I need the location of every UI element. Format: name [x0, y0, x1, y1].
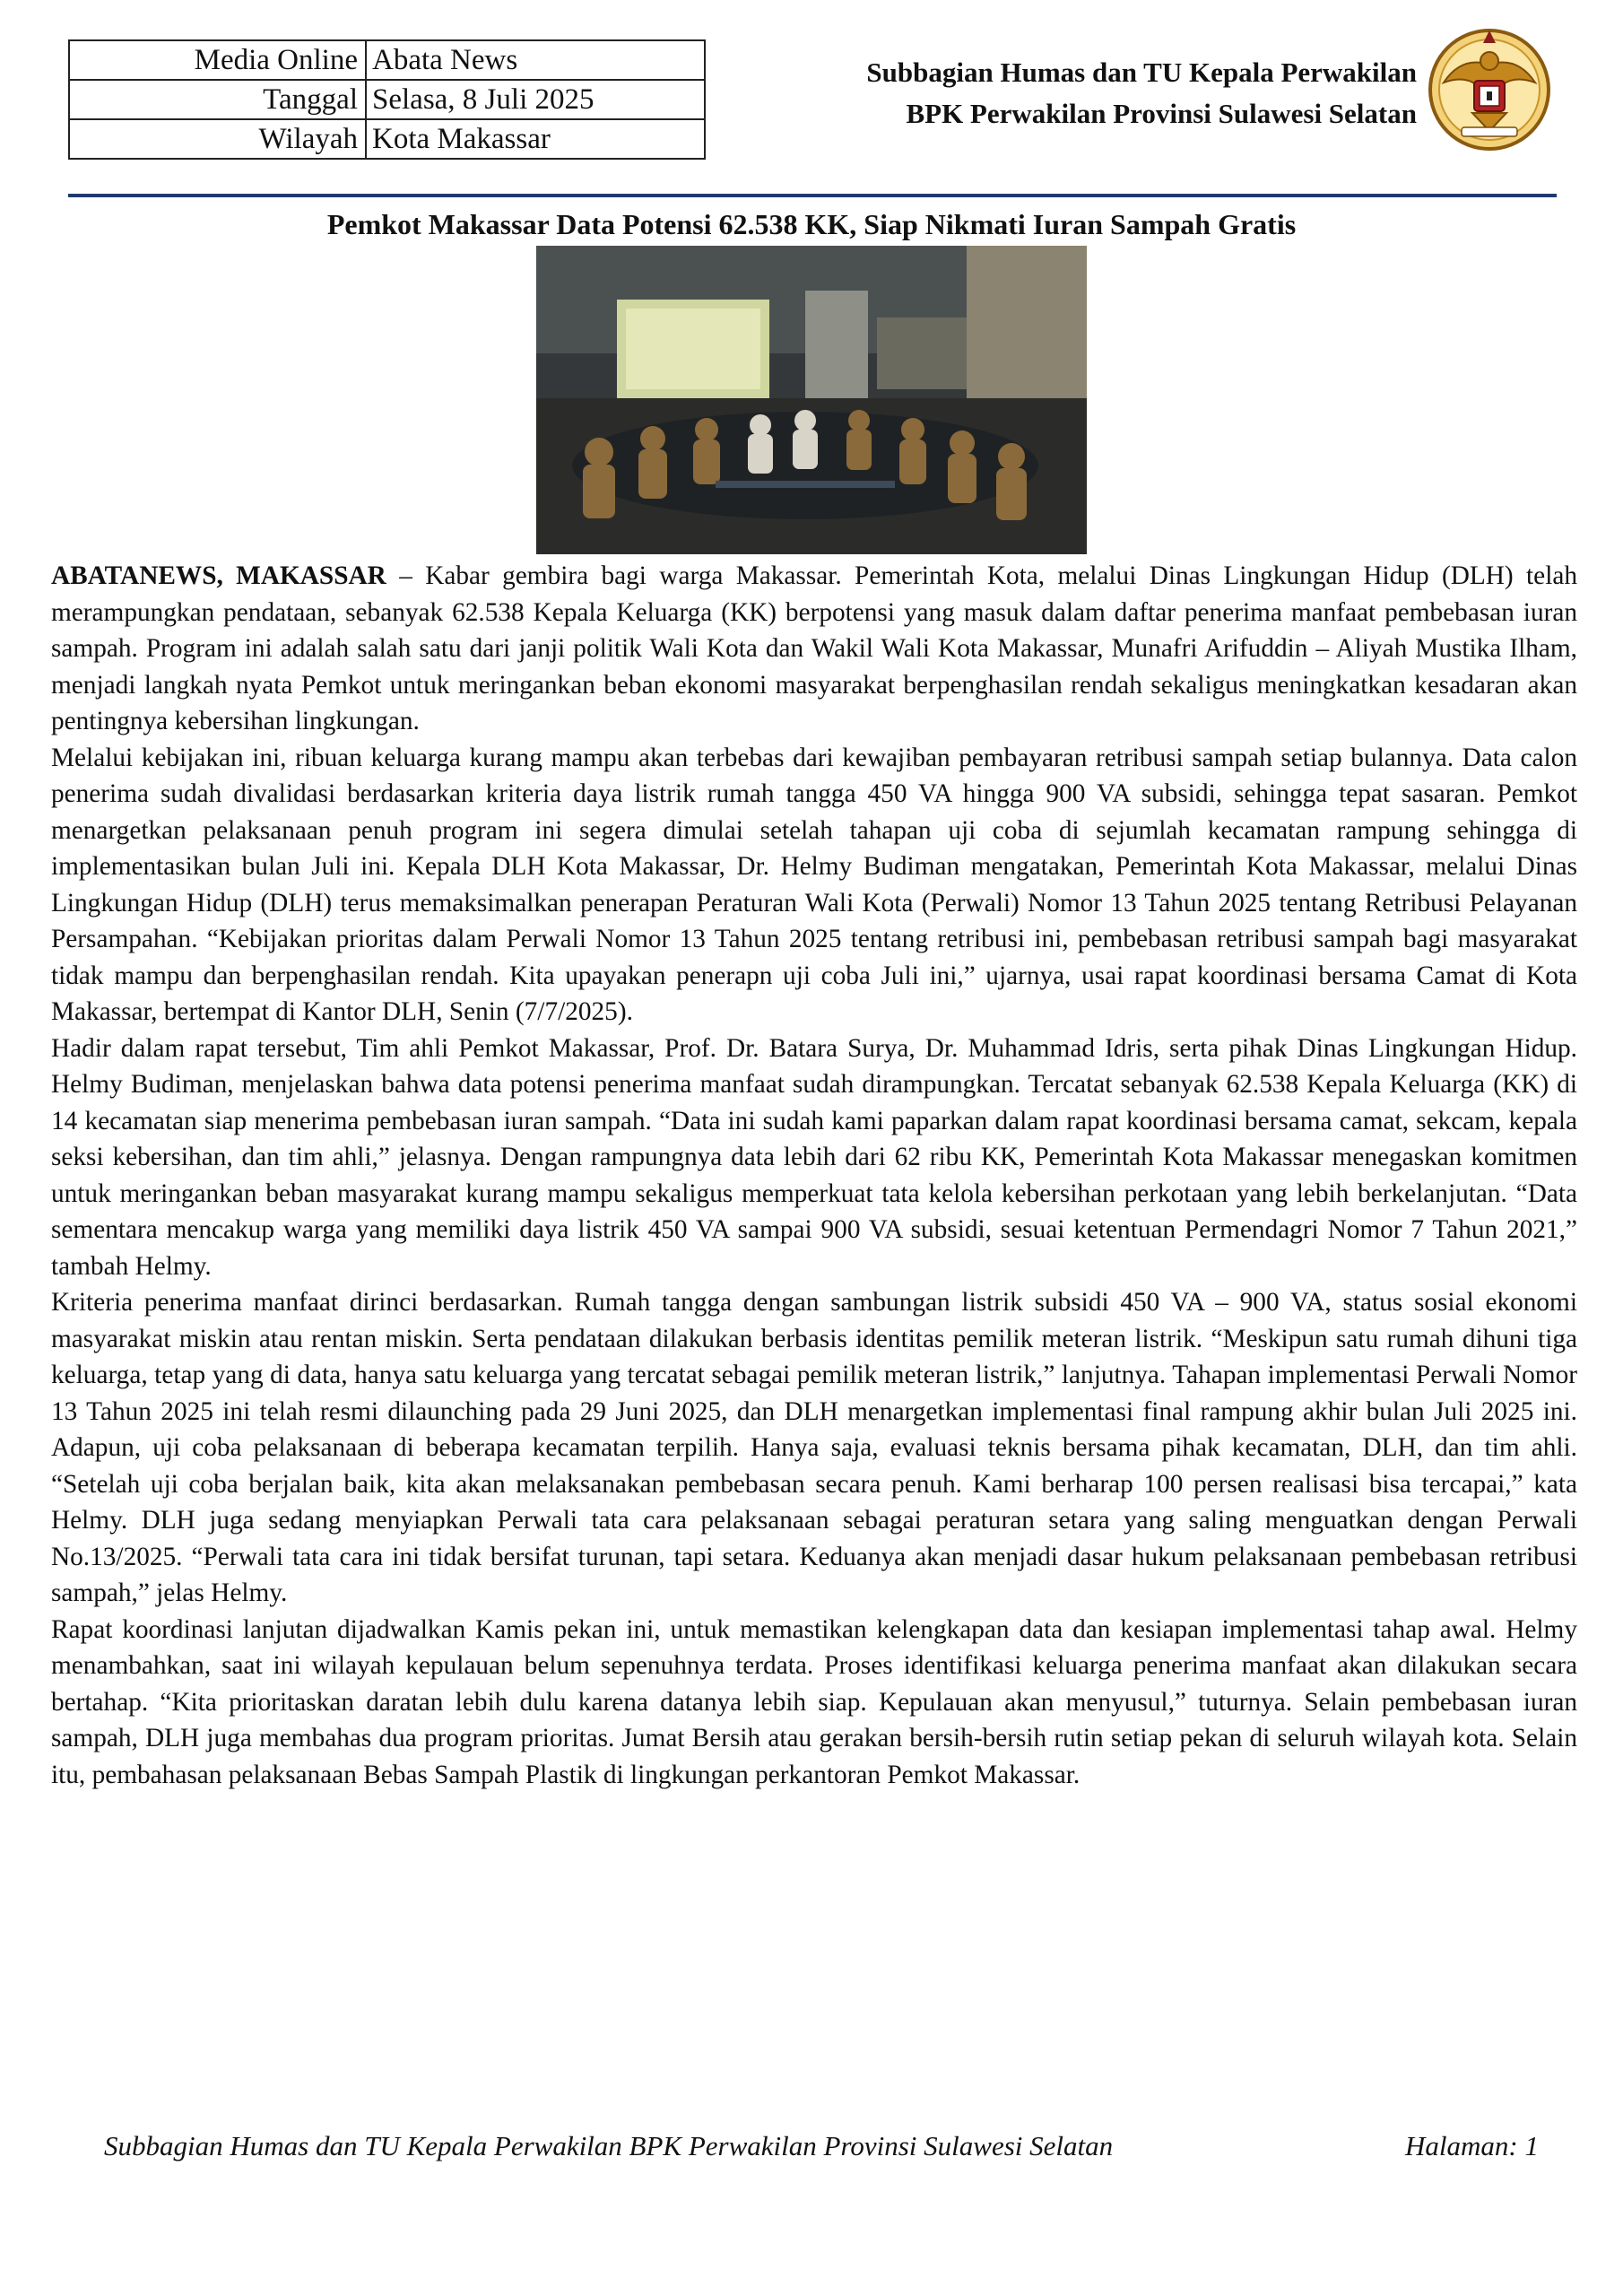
- header-divider: [68, 194, 1557, 197]
- paragraph: Melalui kebijakan ini, ribuan keluarga kurang mampu akan terbebas dari kewajiban pembayaran retribusi sampah setiap bulannya. Data calon penerima sudah divalidasi berdasarkan kriteria daya listrik rumah tangga 450 VA hingga 900 VA subsidi, sehingga tepat sasaran. Pemkot menargetkan pelaksanaan penuh program ini segera dimulai setelah tahapan uji coba di sejumlah kecamatan rampung sehingga di implementasikan bulan Juli ini. Kepala DLH Kota Makassar, Dr. Helmy Budiman mengatakan, Pemerintah Kota Makassar, melalui Dinas Lingkungan Hidup (DLH) terus memaksimalkan penerapan Peraturan Wali Kota (Perwali) Nomor 13 Tahun 2025 tentang Retribusi Pelayanan Persampahan. “Kebijakan prioritas dalam Perwali Nomor 13 Tahun 2025 tentang retribusi ini, pembebasan retribusi sampah bagi masyarakat tidak mampu dan berpenghasilan rendah. Kita upayakan penerapn uji coba Juli ini,” ujarnya, usai rapat koordinasi bersama Camat di Kota Makassar, bertempat di Kantor DLH, Senin (7/7/2025).: [51, 743, 1577, 1026]
- region-value: Kota Makassar: [366, 119, 705, 159]
- region-row: [69, 119, 705, 159]
- media-label: Media Online: [69, 40, 366, 80]
- media-row: [69, 40, 705, 80]
- meeting-photo: [536, 246, 1087, 554]
- lead-text: – Kabar gembira bagi warga Makassar. Pemerintah Kota, melalui Dinas Lingkungan Hidup (DLH) telah merampungkan pendataan, sebanyak 62.538 Kepala Keluarga (KK) berpotensi yang masuk dalam daftar penerima manfaat pembebasan iuran sampah. Program ini adalah salah satu dari janji politik Wali Kota dan Wakil Wali Kota Makassar, Munafri Arifuddin – Aliyah Mustika Ilham, menjadi langkah nyata Pemkot untuk meringankan beban ekonomi masyarakat berpenghasilan rendah sekaligus meningkatkan kesadaran akan pentingnya kebersihan lingkungan.: [51, 561, 1577, 735]
- paragraph: Kriteria penerima manfaat dirinci berdasarkan. Rumah tangga dengan sambungan listrik subsidi 450 VA – 900 VA, status sosial ekonomi masyarakat miskin atau rentan miskin. Serta pendataan dilakukan berbasis identitas pemilik meteran listrik. “Meskipun satu rumah dihuni tiga keluarga, tetap yang di data, hanya satu keluarga yang tercatat sebagai pemilik meteran listrik,” lanjutnya. Tahapan implementasi Perwali Nomor 13 Tahun 2025 ini telah resmi dilaunching pada 29 Juni 2025, dan DLH menargetkan implementasi final rampung akhir bulan Juli 2025 ini. Adapun, uji coba pelaksanaan di beberapa kecamatan terpilih. Hanya saja, evaluasi teknis bersama pihak kecamatan, DLH, dan tim ahli. “Setelah uji coba berjalan baik, kita akan melaksanakan pembebasan secara penuh. Kami berharap 100 persen realisasi bisa tercapai,” kata Helmy. DLH juga sedang menyiapkan Perwali tata cara pelaksanaan sebagai peraturan setara yang saling menguatkan dengan Perwali No.13/2025. “Perwali tata cara ini tidak bersifat turunan, tapi setara. Keduanya akan menjadi dasar hukum pelaksanaan pembebasan retribusi sampah,” jelas Helmy.: [51, 1288, 1577, 1607]
- paragraph: Hadir dalam rapat tersebut, Tim ahli Pemkot Makassar, Prof. Dr. Batara Surya, Dr. Muhammad Idris, serta pihak Dinas Lingkungan Hidup. Helmy Budiman, menjelaskan bahwa data potensi penerima manfaat sudah dirampungkan. Tercatat sebanyak 62.538 Kepala Keluarga (KK) di 14 kecamatan siap menerima pembebasan iuran sampah. “Data ini sudah kami paparkan dalam rapat koordinasi bersama camat, sekcam, kepala seksi kebersihan, dan tim ahli,” jelasnya. Dengan rampungnya data lebih dari 62 ribu KK, Pemerintah Kota Makassar menegaskan komitmen untuk meringankan beban masyarakat kurang mampu sekaligus memperkuat tata kelola kebersihan perkotaan yang lebih berkelanjutan. “Data sementara mencakup warga yang memiliki daya listrik 450 VA sampai 900 VA subsidi, sesuai ketentuan Permendagri Nomor 7 Tahun 2021,” tambah Helmy.: [51, 1033, 1577, 1281]
- date-label: Tanggal: [69, 80, 366, 119]
- garuda-emblem-icon: [1426, 20, 1553, 156]
- date-row: [69, 80, 705, 119]
- article-title: Pemkot Makassar Data Potensi 62.538 KK, Siap Nikmati Iuran Sampah Gratis: [326, 208, 1297, 240]
- org-header: [866, 52, 1417, 135]
- article-body: [51, 558, 1577, 1793]
- region-label: Wilayah: [69, 119, 366, 159]
- org-line-1: Subbagian Humas dan TU Kepala Perwakilan: [866, 57, 1417, 88]
- date-value: Selasa, 8 Juli 2025: [366, 80, 705, 119]
- paragraph: Rapat koordinasi lanjutan dijadwalkan Kamis pekan ini, untuk memastikan kelengkapan data dan kesiapan implementasi tahap awal. Helmy menambahkan, saat ini wilayah kepulauan belum sepenuhnya terdata. Proses identifikasi keluarga penerima manfaat akan dilakukan secara bertahap. “Kita prioritaskan daratan lebih dulu karena datanya lebih siap. Kepulauan akan menyusul,” tuturnya. Selain pembebasan iuran sampah, DLH juga membahas dua program prioritas. Jumat Bersih atau gerakan bersih-bersih rutin setiap pekan di seluruh wilayah kota. Selain itu, pembahasan pelaksanaan Bebas Sampah Plastik di lingkungan perkantoran Pemkot Makassar.: [51, 1614, 1577, 1789]
- footer-org: Subbagian Humas dan TU Kepala Perwakilan BPK Perwakilan Provinsi Sulawesi Selatan: [104, 2130, 1114, 2161]
- paragraph-lead: [51, 558, 1577, 740]
- org-line-2: BPK Perwakilan Provinsi Sulawesi Selatan: [906, 98, 1417, 129]
- media-value: Abata News: [366, 40, 705, 80]
- dateline: ABATANEWS, MAKASSAR: [51, 561, 386, 590]
- page-number: Halaman: 1: [1405, 2130, 1539, 2161]
- page-footer: [104, 2126, 1539, 2167]
- media-info-table: [68, 39, 706, 160]
